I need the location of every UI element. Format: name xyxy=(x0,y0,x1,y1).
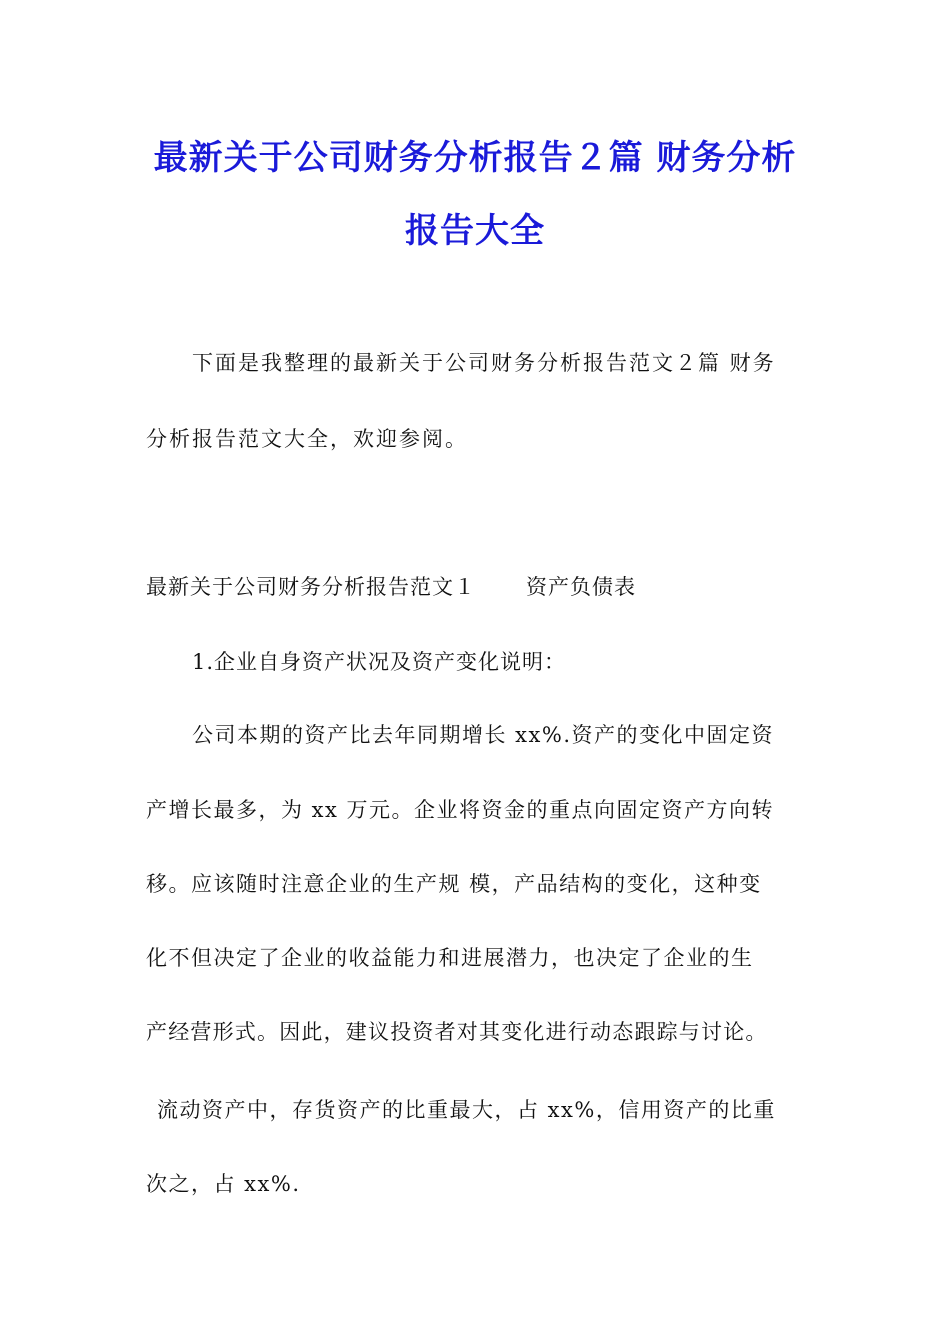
document-title-line-1: 最新关于公司财务分析报告２篇 财务分析 xyxy=(153,138,797,178)
subheading: 1.企业自身资产状况及资产变化说明： xyxy=(192,650,567,674)
intro-line-1: 下面是我整理的最新关于公司财务分析报告范文２篇 财务 xyxy=(192,351,776,375)
body-line-6: 流动资产中，存货资产的比重最大，占 xx%，信用资产的比重 xyxy=(157,1098,776,1122)
body-line-4: 化不但决定了企业的收益能力和进展潜力，也决定了企业的生 xyxy=(146,946,754,970)
body-line-7: 次之，占 xx%. xyxy=(146,1172,301,1196)
body-line-5: 产经营形式。因此，建议投资者对其变化进行动态跟踪与讨论。 xyxy=(146,1020,768,1044)
section-heading-title: 最新关于公司财务分析报告范文１ xyxy=(146,575,476,599)
document-title-line-2: 报告大全 xyxy=(405,211,545,251)
section-heading xyxy=(146,571,636,601)
intro-line-2: 分析报告范文大全，欢迎参阅。 xyxy=(146,427,468,451)
body-line-2: 产增长最多，为 xx 万元。企业将资金的重点向固定资产方向转 xyxy=(146,798,775,822)
body-line-1: 公司本期的资产比去年同期增长 xx%.资产的变化中固定资 xyxy=(192,723,774,747)
body-line-3: 移。应该随时注意企业的生产规 模，产品结构的变化，这种变 xyxy=(146,872,762,896)
section-heading-subject: 资产负债表 xyxy=(526,575,636,599)
